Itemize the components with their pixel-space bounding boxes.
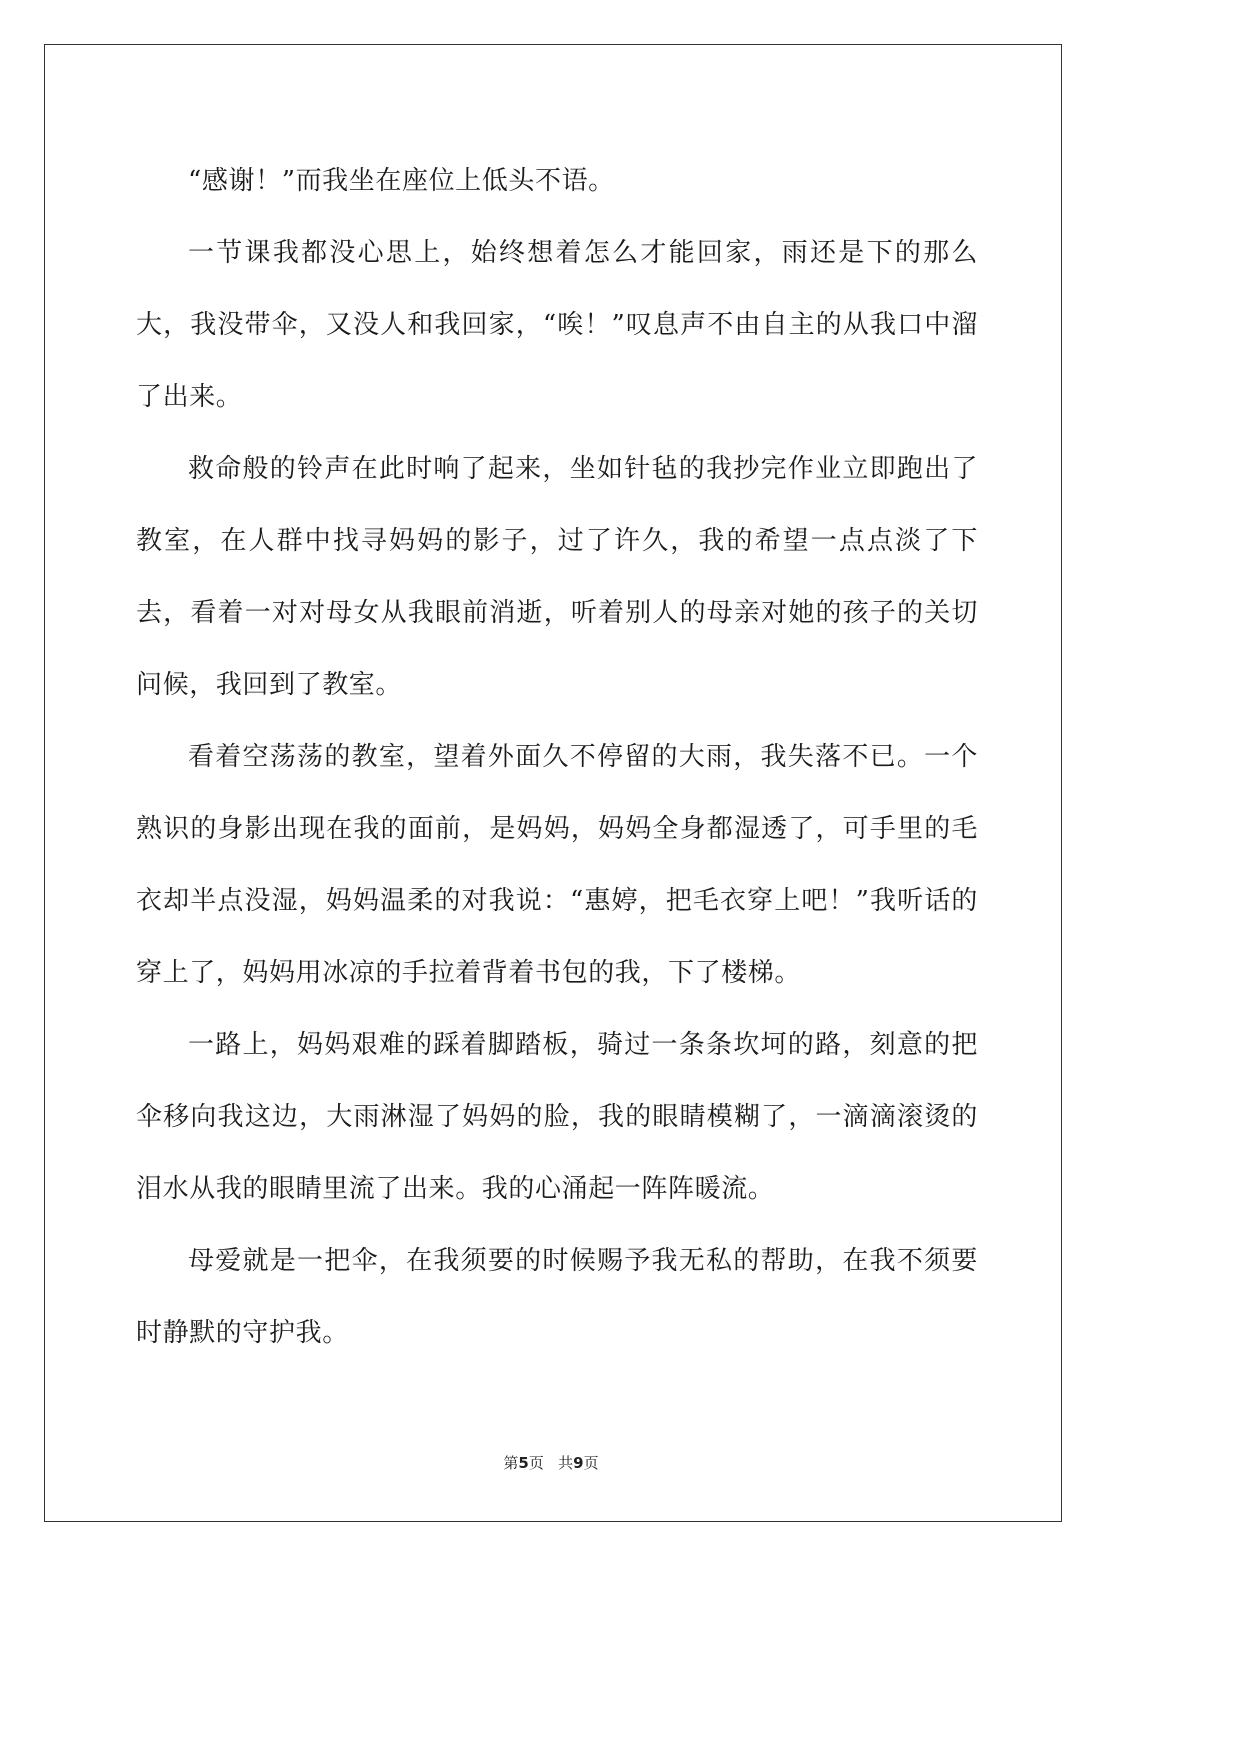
paragraph: 救命般的铃声在此时响了起来，坐如针毡的我抄完作业立即跑出了教室，在人群中找寻妈妈的影子，过了许久，我的希望一点点淡了下去，看着一对对母女从我眼前消逝，听着别人的母亲对她的孩子的关切问候，我回到了教室。 (136, 454, 978, 700)
total-suffix: 页 (583, 1454, 599, 1472)
page-suffix: 页 (528, 1454, 544, 1472)
paragraph: 看着空荡荡的教室，望着外面久不停留的大雨，我失落不已。一个熟识的身影出现在我的面前，是妈妈，妈妈全身都湿透了，可手里的毛衣却半点没湿，妈妈温柔的对我说：“惠婷，把毛衣穿上吧！”我听话的穿上了，妈妈用冰凉的手拉着背着书包的我，下了楼梯。 (136, 742, 978, 988)
paragraph: 一路上，妈妈艰难的踩着脚踏板，骑过一条条坎坷的路，刻意的把伞移向我这边，大雨淋湿了妈妈的脸，我的眼睛模糊了，一滴滴滚烫的泪水从我的眼睛里流了出来。我的心涌起一阵阵暖流。 (136, 1030, 978, 1204)
total-prefix: 共 (558, 1454, 574, 1472)
current-page-number: 5 (518, 1454, 529, 1472)
total-pages-number: 9 (573, 1454, 584, 1472)
page-footer (0, 1452, 1102, 1473)
paragraph: “感谢！”而我坐在座位上低头不语。 (188, 166, 615, 196)
document-body (136, 145, 978, 1369)
paragraph: 母爱就是一把伞，在我须要的时候赐予我无私的帮助，在我不须要时静默的守护我。 (136, 1246, 978, 1348)
page-prefix: 第 (503, 1454, 519, 1472)
paragraph: 一节课我都没心思上，始终想着怎么才能回家，雨还是下的那么大，我没带伞，又没人和我回家，“唉！”叹息声不由自主的从我口中溜了出来。 (136, 238, 978, 412)
